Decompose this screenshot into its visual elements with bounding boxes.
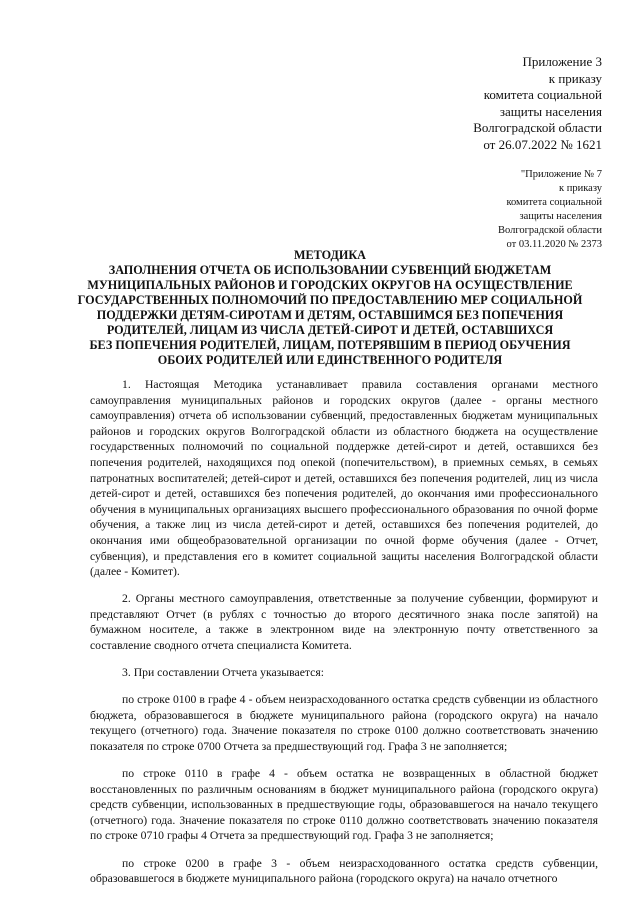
- document-title: [60, 248, 600, 368]
- previous-appendix-line: Волгоградской области: [497, 225, 602, 236]
- document-body: [90, 377, 598, 897]
- paragraph-row-0110: по строке 0110 в графе 4 - объем остатка не возвращенных в областной бюджет восстановленных по различным основаниям в бюджет муниципального района (городского округа) средств субвенции, использованных в предшествующие годы, образовавшегося на начало текущего (отчетного) года. Значение показателя по строке 0110 должно соответствовать значению показателя по строке 0710 графы 4 Отчета за предшествующий год. Графа 3 не заполняется;: [90, 767, 598, 843]
- paragraph-2: 2. Органы местного самоуправления, ответственные за получение субвенции, формируют и представляют Отчет (в рублях с точностью до второго десятичного знака после запятой) на бумажном носителе, а также в электронном виде на электронную почту ответственного за составление сводного отчета специалиста Комитета.: [90, 592, 598, 652]
- paragraph-1: 1. Настоящая Методика устанавливает правила составления органами местного самоуправления муниципальных районов и городских округов (далее - органы местного самоуправления) отчета об использовании субвенций, предоставленных бюджетам муниципальных районов и городских округов Волгоградской области из областного бюджета на осуществление государственных полномочий по социальной поддержке детей-сирот и детей, оставшихся без попечения родителей, находящихся под опекой (попечительством), в приемных семьях, в семьях патронатных воспитателей; детей-сирот и детей, оставшихся без попечения родителей, лиц из числа детей-сирот и детей, оставшихся без попечения родителей, до окончания ими профессионального обучения в муниципальных организациях высшего профессионального образования по очной форме обучения, а также лиц из числа детей-сирот и детей, оставшихся без попечения родителей, до окончания ими общеобразовательной организации по очной форме обучения (далее - Отчет, субвенция), и представления его в комитет социальной защиты населения Волгоградской области (далее - Комитет).: [90, 378, 598, 579]
- title-line: ГОСУДАРСТВЕННЫХ ПОЛНОМОЧИЙ ПО ПРЕДОСТАВЛЕНИЮ МЕР СОЦИАЛЬНОЙ: [77, 293, 583, 307]
- appendix-header: [473, 54, 602, 153]
- previous-appendix-line: от 03.11.2020 № 2373: [506, 239, 602, 250]
- appendix-line: Волгоградской области: [473, 120, 602, 135]
- title-line: РОДИТЕЛЕЙ, ЛИЦАМ ИЗ ЧИСЛА ДЕТЕЙ-СИРОТ И ДЕТЕЙ, ОСТАВШИХСЯ: [106, 323, 554, 337]
- previous-appendix-line: комитета социальной: [506, 197, 602, 208]
- title-line: ПОДДЕРЖКИ ДЕТЯМ-СИРОТАМ И ДЕТЯМ, ОСТАВШИМСЯ БЕЗ ПОПЕЧЕНИЯ: [96, 308, 564, 322]
- title-line: МУНИЦИПАЛЬНЫХ РАЙОНОВ И ГОРОДСКИХ ОКРУГОВ НА ОСУЩЕСТВЛЕНИЕ: [87, 278, 573, 292]
- title-line: ЗАПОЛНЕНИЯ ОТЧЕТА ОБ ИСПОЛЬЗОВАНИИ СУБВЕНЦИЙ БЮДЖЕТАМ: [108, 263, 552, 277]
- paragraph-row-0200: по строке 0200 в графе 3 - объем неизрасходованного остатка средств субвенции, образовавшегося в бюджете муниципального района (городского округа) на начало отчетного: [90, 856, 598, 886]
- previous-appendix-header: [498, 168, 602, 252]
- appendix-line: от 26.07.2022 № 1621: [483, 136, 602, 152]
- appendix-line: к приказу: [548, 70, 602, 86]
- previous-appendix-line: "Приложение № 7: [520, 169, 602, 180]
- appendix-line: защиты населения: [499, 103, 602, 119]
- title-line: БЕЗ ПОПЕЧЕНИЯ РОДИТЕЛЕЙ, ЛИЦАМ, ПОТЕРЯВШИМ В ПЕРИОД ОБУЧЕНИЯ: [89, 338, 571, 352]
- appendix-line: Приложение 3: [522, 54, 602, 69]
- title-line: ОБОИХ РОДИТЕЛЕЙ ИЛИ ЕДИНСТВЕННОГО РОДИТЕЛЯ: [157, 353, 503, 367]
- appendix-line: комитета социальной: [483, 87, 602, 102]
- paragraph-3: 3. При составлении Отчета указывается:: [122, 666, 324, 680]
- previous-appendix-line: защиты населения: [519, 211, 602, 222]
- title-heading: МЕТОДИКА: [294, 248, 366, 262]
- paragraph-row-0100: по строке 0100 в графе 4 - объем неизрасходованного остатка средств субвенции из областного бюджета, образовавшегося в бюджете муниципального района (городского округа) на начало текущего (отчетного) года. Значение показателя по строке 0100 должно соответствовать значению показателя по строке 0700 Отчета за предшествующий год. Графа 3 не заполняется;: [90, 693, 598, 753]
- previous-appendix-line: к приказу: [559, 183, 602, 194]
